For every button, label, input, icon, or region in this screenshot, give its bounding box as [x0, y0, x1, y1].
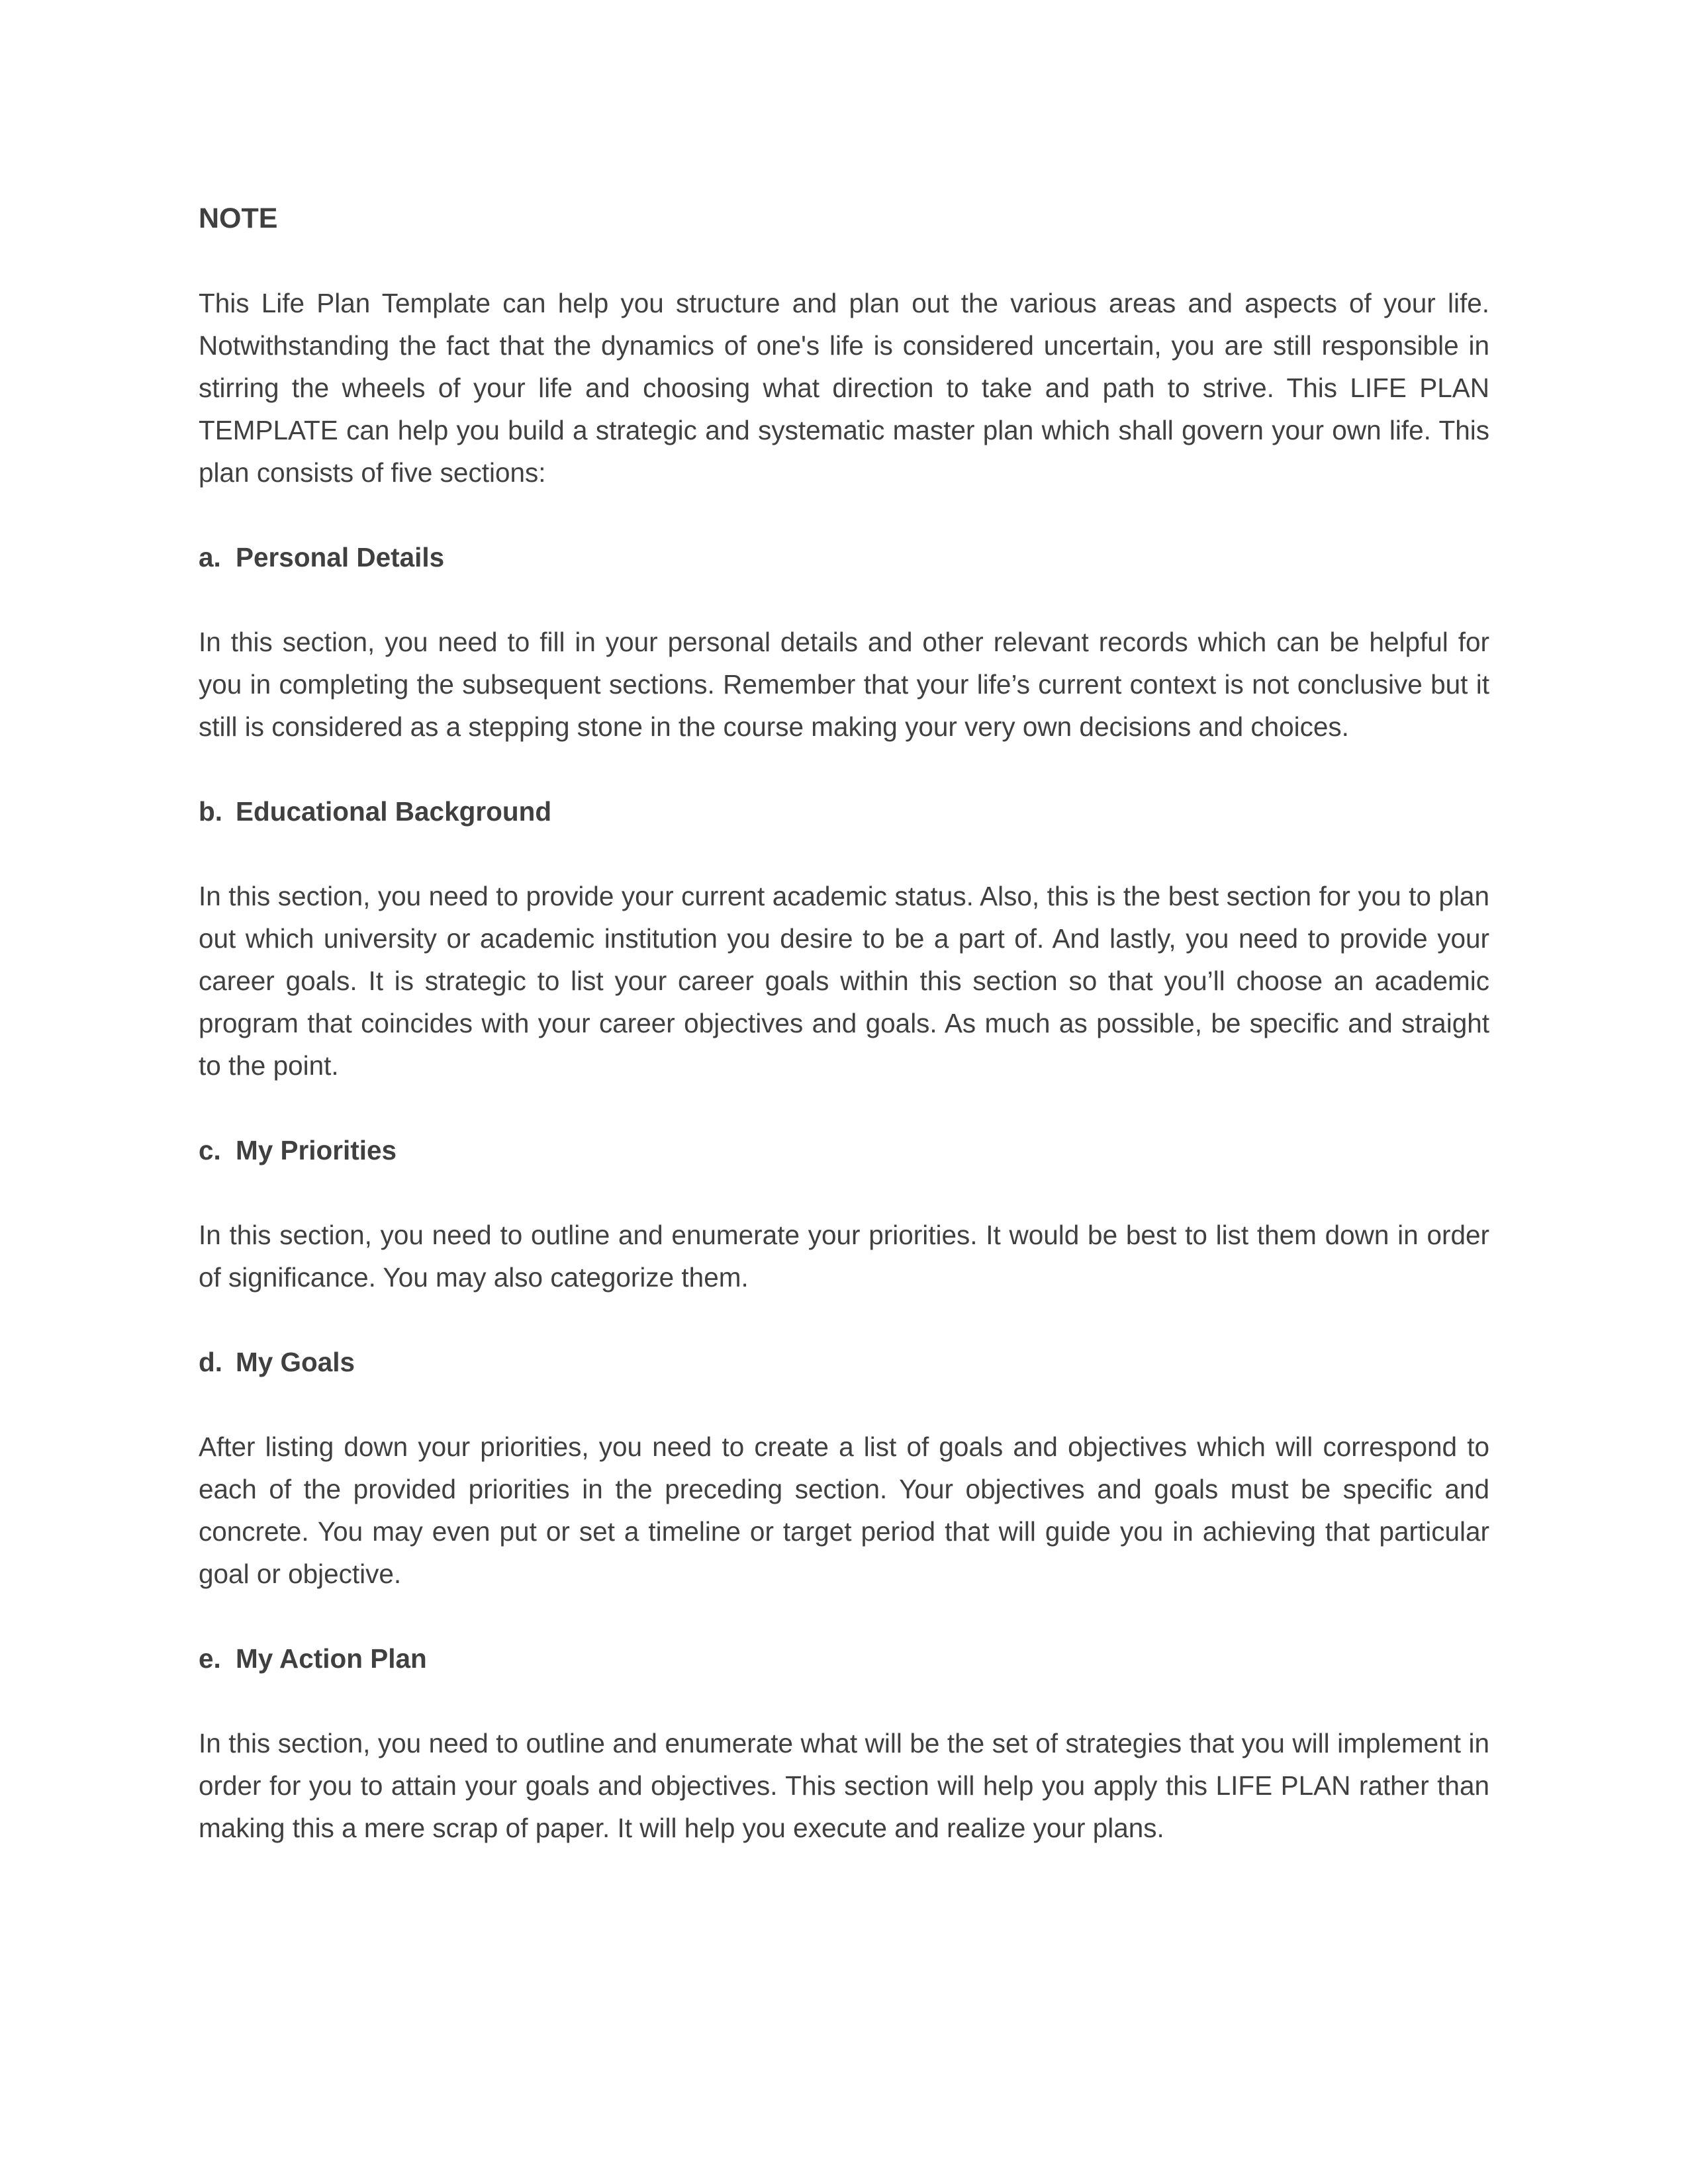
section-body-my-action-plan: In this section, you need to outline and enumerate what will be the set of strategies that you will implement in order for you to attain your goals and objectives. This section will help you apply this LIFE PLAN rather than making this a mere scrap of paper. It will help you execute and realize your plans. [199, 1728, 1489, 1843]
document-page [199, 197, 1489, 1891]
section-body-my-priorities: In this section, you need to outline and enumerate your priorities. It would be best to list them down in order of significance. You may also categorize them. [199, 1220, 1489, 1293]
section-title: Personal Details [236, 542, 445, 572]
section-letter: e. [199, 1643, 221, 1674]
section-body-personal-details: In this section, you need to fill in your personal details and other relevant records which can be helpful for you in completing the subsequent sections. Remember that your life’s current context is not conclusive but it still is considered as a stepping stone in the course making your very own decisions and choices. [199, 627, 1489, 742]
section-title: My Priorities [236, 1135, 397, 1165]
section-heading-my-action-plan [199, 1637, 1489, 1680]
note-title: NOTE [199, 203, 278, 234]
section-title: Educational Background [236, 796, 552, 827]
section-body-educational-background: In this section, you need to provide your current academic status. Also, this is the best section for you to plan out which university or academic institution you desire to be a part of. And lastly, you need to provide your career goals. It is strategic to list your career goals within this section so that you’ll choose an academic program that coincides with your career objectives and goals. As much as possible, be specific and straight to the point. [199, 881, 1489, 1081]
section-letter: c. [199, 1135, 221, 1165]
section-body-my-goals: After listing down your priorities, you need to create a list of goals and objectives which will correspond to each of the provided priorities in the preceding section. Your objectives and goals must be specific and concrete. You may even put or set a timeline or target period that will guide you in achieving that particular goal or objective. [199, 1432, 1489, 1589]
section-heading-my-priorities [199, 1129, 1489, 1171]
section-heading-educational-background [199, 790, 1489, 833]
section-title: My Action Plan [236, 1643, 427, 1674]
section-heading-my-goals [199, 1341, 1489, 1383]
section-title: My Goals [236, 1347, 355, 1377]
intro-paragraph: This Life Plan Template can help you structure and plan out the various areas and aspects of your life. Notwithstanding the fact that the dynamics of one's life is considered uncertain, you are still responsible in stirring the wheels of your life and choosing what direction to take and path to strive. This LIFE PLAN TEMPLATE can help you build a strategic and systematic master plan which shall govern your own life. This plan consists of five sections: [199, 288, 1489, 488]
section-heading-personal-details [199, 536, 1489, 578]
section-letter: d. [199, 1347, 222, 1377]
section-letter: a. [199, 542, 221, 572]
section-letter: b. [199, 796, 222, 827]
